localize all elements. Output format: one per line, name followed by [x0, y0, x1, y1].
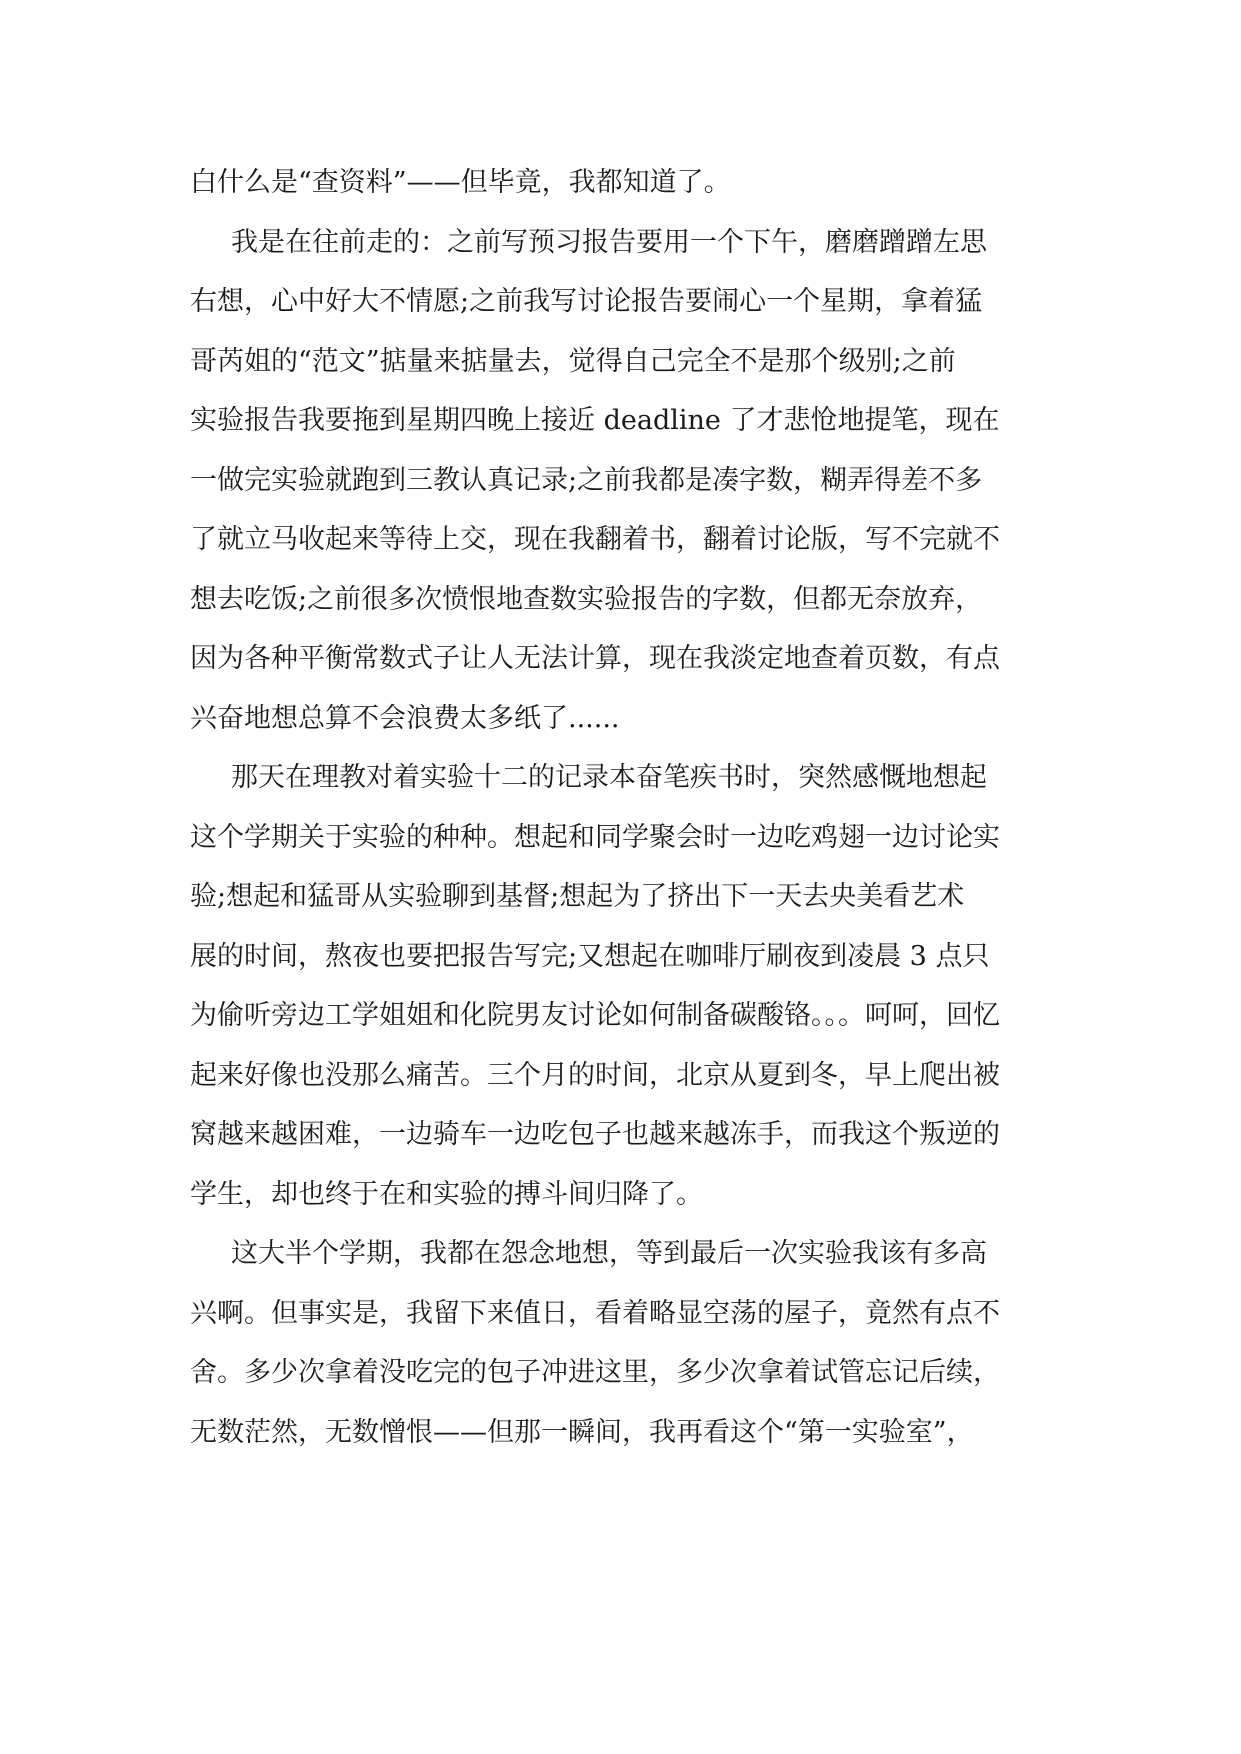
text-line: 我是在往前走的：之前写预习报告要用一个下午，磨磨蹭蹭左思 — [231, 226, 987, 258]
text-line: 学生，却也终于在和实验的搏斗间归降了。 — [190, 1178, 703, 1210]
text-line: 展的时间，熬夜也要把报告写完;又想起在咖啡厅刷夜到凌晨 3 点只 — [190, 940, 990, 972]
text-line: 窝越来越困难，一边骑车一边吃包子也越来越冻手，而我这个叛逆的 — [190, 1119, 1000, 1150]
text-line: 兴奋地想总算不会浪费太多纸了...... — [190, 702, 620, 734]
text-line: 起来好像也没那么痛苦。三个月的时间，北京从夏到冬，早上爬出被 — [190, 1059, 1000, 1091]
text-line: 因为各种平衡常数式子让人无法计算，现在我淡定地查着页数，有点 — [190, 643, 1000, 674]
text-line: 为偷听旁边工学姐姐和化院男友讨论如何制备碳酸铬。。。呵呵，回忆 — [190, 1000, 1000, 1031]
paragraph — [190, 153, 1060, 213]
text-line: 这个学期关于实验的种种。想起和同学聚会时一边吃鸡翅一边讨论实 — [190, 821, 1000, 853]
text-line: 舍。多少次拿着没吃完的包子冲进这里，多少次拿着试管忘记后续， — [190, 1357, 1000, 1388]
text-line: 一做完实验就跑到三教认真记录;之前我都是凑字数，糊弄得差不多 — [190, 464, 983, 496]
paragraph — [190, 748, 1060, 1224]
document-body — [190, 153, 1060, 1462]
paragraph — [190, 1224, 1060, 1462]
text-line: 兴啊。但事实是，我留下来值日，看着略显空荡的屋子，竟然有点不 — [190, 1297, 1000, 1329]
text-line: 无数茫然，无数憎恨——但那一瞬间，我再看这个“第一实验室”， — [190, 1416, 974, 1448]
text-line: 那天在理教对着实验十二的记录本奋笔疾书时，突然感慨地想起 — [231, 762, 987, 793]
text-line: 了就立马收起来等待上交，现在我翻着书，翻着讨论版，写不完就不 — [190, 524, 1000, 555]
text-line: 验;想起和猛哥从实验聊到基督;想起为了挤出下一天去央美看艺术 — [190, 881, 965, 912]
paragraph — [190, 213, 1060, 749]
text-line: 右想，心中好大不情愿;之前我写讨论报告要闹心一个星期，拿着猛 — [190, 286, 983, 317]
text-line: 想去吃饭;之前很多次愤恨地查数实验报告的字数，但都无奈放弃， — [190, 583, 983, 615]
text-line: 实验报告我要拖到星期四晚上接近 deadline 了才悲怆地提笔，现在 — [190, 405, 1000, 436]
text-line: 白什么是“查资料”——但毕竟，我都知道了。 — [190, 167, 731, 198]
text-line: 这大半个学期，我都在怨念地想，等到最后一次实验我该有多高 — [231, 1238, 987, 1269]
text-line: 哥芮姐的“范文”掂量来掂量去，觉得自己完全不是那个级别;之前 — [190, 345, 956, 377]
